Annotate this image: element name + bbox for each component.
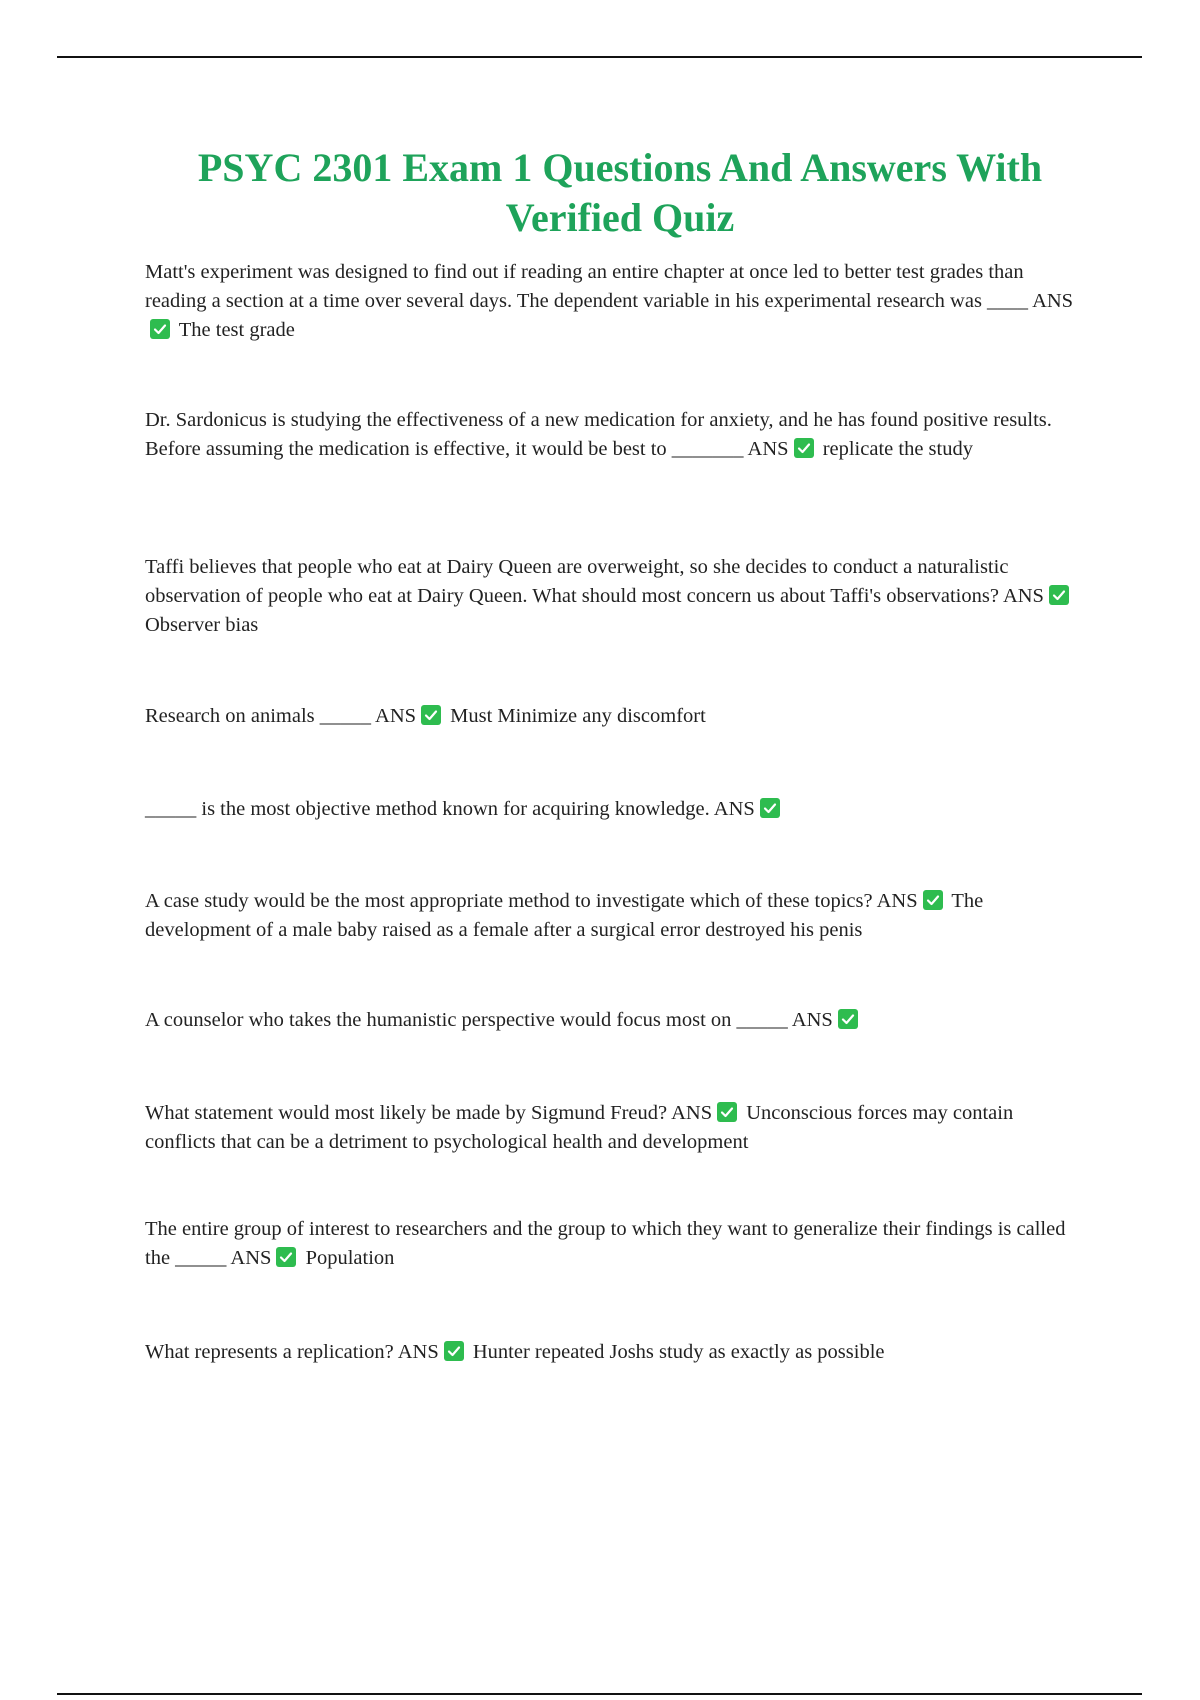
check-icon — [794, 438, 814, 458]
question-text: What represents a replication? — [145, 1341, 394, 1363]
check-icon — [444, 1341, 464, 1361]
check-icon — [760, 798, 780, 818]
question-text: A counselor who takes the humanistic perspective would focus most on _____ — [145, 1009, 788, 1031]
ans-label: ANS — [713, 798, 755, 820]
qa-item-2 — [145, 406, 1085, 464]
check-icon — [150, 319, 170, 339]
qa-item-4 — [145, 702, 1085, 731]
answer-text: Population — [305, 1247, 395, 1269]
question-text: The entire group of interest to researchers and the group to which they want to generalize their findings is called the _____ — [145, 1218, 1066, 1269]
answer-text: Unconscious forces may contain conflicts that can be a detriment to psychological health and development — [145, 1102, 1014, 1153]
question-text: A case study would be the most appropriate method to investigate which of these topics? — [145, 890, 873, 912]
check-icon — [421, 705, 441, 725]
answer-text: Hunter repeated Joshs study as exactly as possible — [472, 1341, 885, 1363]
check-icon — [923, 890, 943, 910]
check-icon — [838, 1009, 858, 1029]
ans-label: ANS — [747, 438, 789, 460]
ans-label: ANS — [1002, 585, 1044, 607]
question-text: Matt's experiment was designed to find out if reading an entire chapter at once led to better test grades than reading a section at a time over several days. The dependent variable in his experimental research was ____ — [145, 261, 1029, 312]
ans-label: ANS — [671, 1102, 713, 1124]
qa-item-9 — [145, 1215, 1085, 1273]
answer-text: Observer bias — [145, 614, 259, 636]
question-text: Research on animals _____ — [145, 705, 372, 727]
ans-label: ANS — [230, 1247, 272, 1269]
answer-text: Must Minimize any discomfort — [450, 705, 706, 727]
document-title: PSYC 2301 Exam 1 Questions And Answers With Verified Quiz — [197, 145, 1043, 240]
answer-text: The test grade — [178, 319, 295, 341]
qa-item-10 — [145, 1338, 1085, 1367]
ans-label: ANS — [876, 890, 918, 912]
qa-item-3 — [145, 553, 1085, 640]
check-icon — [276, 1247, 296, 1267]
ans-label: ANS — [397, 1341, 439, 1363]
qa-item-8 — [145, 1099, 1085, 1157]
answer-text: replicate the study — [822, 438, 973, 460]
ans-label: ANS — [1032, 290, 1074, 312]
bottom-divider — [57, 1693, 1142, 1695]
question-text: Taffi believes that people who eat at Dairy Queen are overweight, so she decides to conduct a naturalistic observation of people who eat at Dairy Queen. What should most concern us about Taffi's observations? — [145, 556, 1009, 607]
qa-item-6 — [145, 887, 1085, 945]
qa-item-5 — [145, 795, 1085, 824]
qa-item-1 — [145, 258, 1085, 345]
answer-text: The development of a male baby raised as a female after a surgical error destroyed his penis — [145, 890, 984, 941]
check-icon — [1049, 585, 1069, 605]
qa-item-7 — [145, 1006, 1085, 1035]
check-icon — [717, 1102, 737, 1122]
top-divider — [57, 56, 1142, 58]
ans-label: ANS — [791, 1009, 833, 1031]
question-text: What statement would most likely be made by Sigmund Freud? — [145, 1102, 668, 1124]
question-text: _____ is the most objective method known for acquiring knowledge. — [145, 798, 710, 820]
question-text: Dr. Sardonicus is studying the effectiveness of a new medication for anxiety, and he has found positive results. Before assuming the medication is effective, it would be best to _______ — [145, 409, 1052, 460]
ans-label: ANS — [375, 705, 417, 727]
